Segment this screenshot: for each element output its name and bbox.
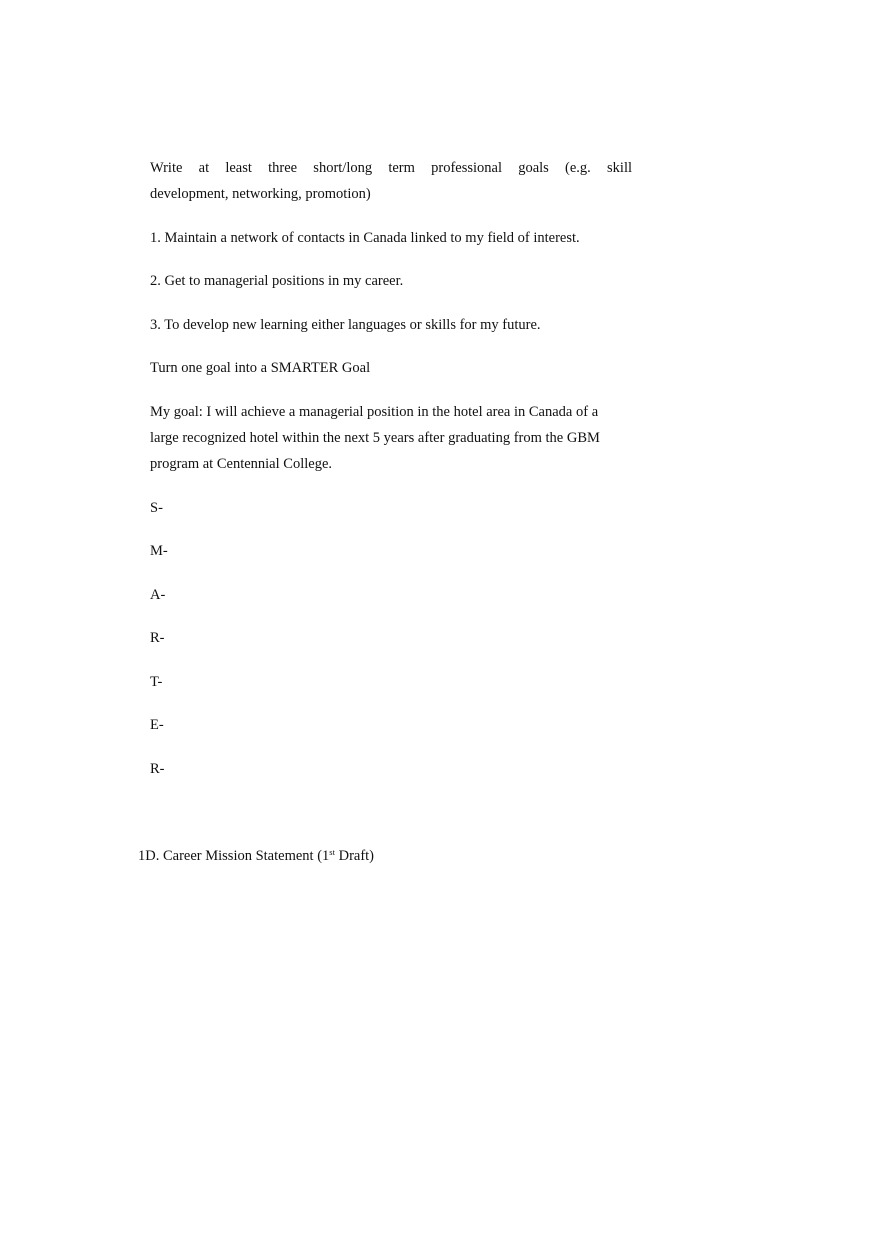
heading-suffix: Draft) (334, 848, 375, 864)
goal-item-3: 3. To develop new learning either languages or skills for my future. (150, 317, 541, 333)
my-goal-line-1: My goal: I will achieve a managerial position in the hotel area in Canada of a (150, 404, 599, 420)
career-mission-heading (138, 843, 374, 869)
smarter-letter-e: E- (150, 717, 164, 733)
instructions-line-1: Write at least three short/long term professional goals (e.g. skill (150, 160, 632, 176)
smarter-letter-t: T- (150, 674, 163, 690)
smarter-letter-a: A- (150, 587, 166, 603)
instructions-line-2: development, networking, promotion) (150, 186, 371, 202)
smarter-letter-r: R- (150, 630, 165, 646)
goal-item-2: 2. Get to managerial positions in my career. (150, 273, 404, 289)
heading-superscript: st (329, 847, 335, 857)
smarter-prompt: Turn one goal into a SMARTER Goal (150, 360, 371, 376)
heading-prefix: 1D. Career Mission Statement (1 (138, 848, 330, 864)
my-goal-line-2: large recognized hotel within the next 5 years after graduating from the GBM (150, 430, 600, 446)
smarter-letter-m: M- (150, 543, 168, 559)
my-goal-line-3: program at Centennial College. (150, 456, 333, 472)
smarter-letter-r2: R- (150, 761, 165, 777)
goal-item-1: 1. Maintain a network of contacts in Canada linked to my field of interest. (150, 230, 580, 246)
smarter-letter-s: S- (150, 500, 163, 516)
